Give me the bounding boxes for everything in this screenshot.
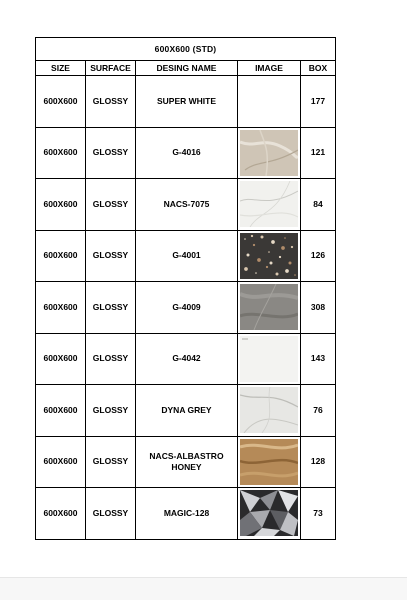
table-row — [36, 76, 336, 128]
size-cell: 600X600 — [36, 488, 86, 540]
box-count-cell: 73 — [301, 488, 336, 540]
design-name-cell: DYNA GREY — [136, 385, 238, 437]
header-row — [36, 61, 336, 76]
tile-image — [240, 336, 298, 382]
tile-image — [240, 387, 298, 433]
table-row — [36, 230, 336, 282]
design-name-cell: G-4016 — [136, 127, 238, 179]
column-header-size: SIZE — [36, 61, 86, 76]
image-cell — [238, 76, 301, 128]
table-row — [36, 436, 336, 488]
image-cell — [238, 385, 301, 437]
box-count-cell: 177 — [301, 76, 336, 128]
tile-image — [240, 439, 298, 485]
design-name-cell: SUPER WHITE — [136, 76, 238, 128]
box-count-cell: 143 — [301, 333, 336, 385]
image-cell — [238, 230, 301, 282]
table-row — [36, 333, 336, 385]
tile-image — [240, 490, 298, 536]
image-cell — [238, 333, 301, 385]
image-cell — [238, 488, 301, 540]
tile-image — [240, 284, 298, 330]
page-footer — [0, 578, 407, 600]
image-cell — [238, 179, 301, 231]
design-name-cell: NACS-ALBASTRO HONEY — [136, 436, 238, 488]
stock-sheet — [35, 37, 335, 540]
size-cell: 600X600 — [36, 282, 86, 334]
surface-cell: GLOSSY — [86, 436, 136, 488]
table-row — [36, 282, 336, 334]
surface-cell: GLOSSY — [86, 230, 136, 282]
size-cell: 600X600 — [36, 333, 86, 385]
surface-cell: GLOSSY — [86, 127, 136, 179]
size-cell: 600X600 — [36, 127, 86, 179]
tile-image — [240, 181, 298, 227]
surface-cell: GLOSSY — [86, 179, 136, 231]
column-header-image: IMAGE — [238, 61, 301, 76]
size-cell: 600X600 — [36, 179, 86, 231]
image-cell — [238, 282, 301, 334]
table-row — [36, 179, 336, 231]
design-name-cell: MAGIC-128 — [136, 488, 238, 540]
design-name-cell: G-4009 — [136, 282, 238, 334]
tile-image — [240, 130, 298, 176]
design-name-cell: NACS-7075 — [136, 179, 238, 231]
box-count-cell: 76 — [301, 385, 336, 437]
box-count-cell: 308 — [301, 282, 336, 334]
size-cell: 600X600 — [36, 385, 86, 437]
box-count-cell: 121 — [301, 127, 336, 179]
table-title: 600X600 (STD) — [36, 38, 336, 61]
surface-cell: GLOSSY — [86, 333, 136, 385]
table-row — [36, 385, 336, 437]
design-name-cell: G-4042 — [136, 333, 238, 385]
table-row — [36, 127, 336, 179]
column-header-design-name: DESING NAME — [136, 61, 238, 76]
size-cell: 600X600 — [36, 230, 86, 282]
box-count-cell: 128 — [301, 436, 336, 488]
design-name-cell: G-4001 — [136, 230, 238, 282]
column-header-box: BOX — [301, 61, 336, 76]
image-cell — [238, 436, 301, 488]
stock-table — [35, 37, 336, 540]
image-cell — [238, 127, 301, 179]
box-count-cell: 126 — [301, 230, 336, 282]
surface-cell: GLOSSY — [86, 385, 136, 437]
surface-cell: GLOSSY — [86, 488, 136, 540]
table-row — [36, 488, 336, 540]
box-count-cell: 84 — [301, 179, 336, 231]
surface-cell: GLOSSY — [86, 282, 136, 334]
size-cell: 600X600 — [36, 76, 86, 128]
size-cell: 600X600 — [36, 436, 86, 488]
column-header-surface: SURFACE — [86, 61, 136, 76]
tile-image — [240, 233, 298, 279]
surface-cell: GLOSSY — [86, 76, 136, 128]
